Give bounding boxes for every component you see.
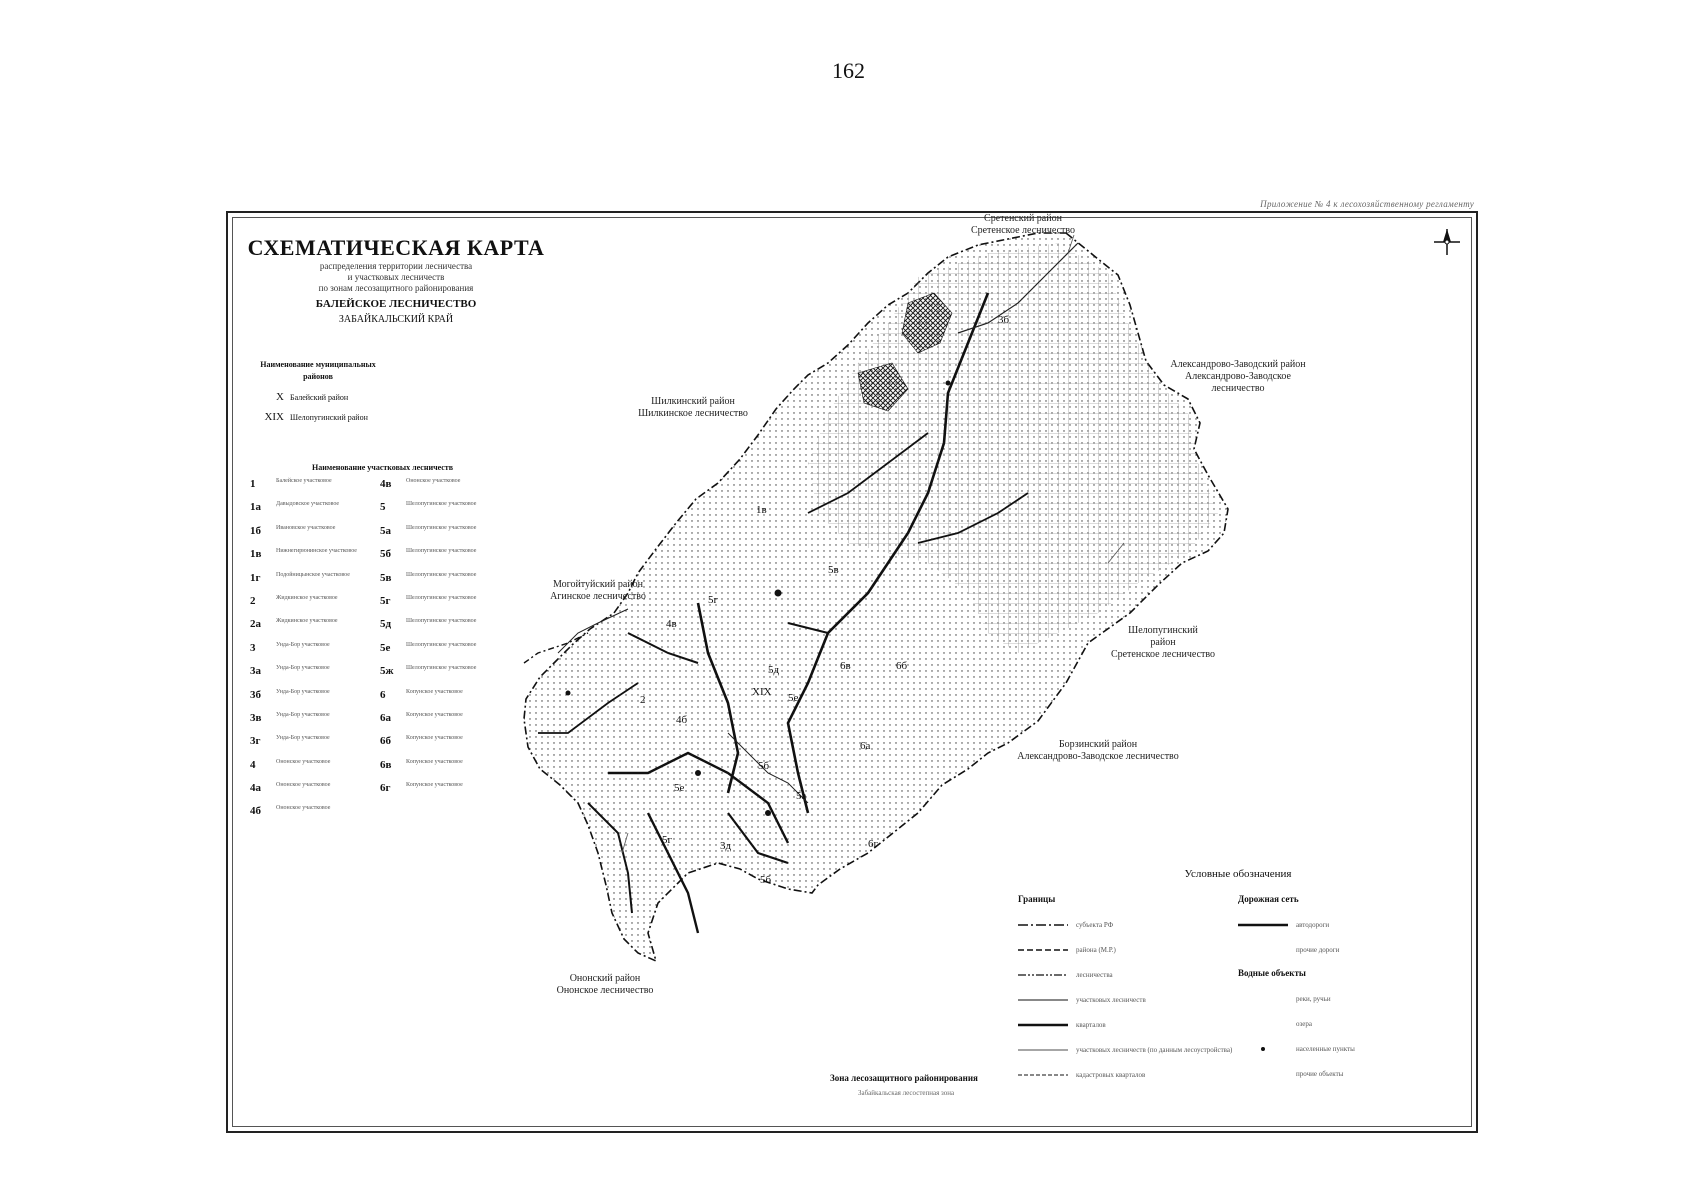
unit-label: 6г <box>868 838 879 850</box>
zone-label: Зона лесозащитного районирования <box>830 1073 978 1083</box>
legend-item <box>1018 912 1238 937</box>
region-name: ЗАБАЙКАЛЬСКИЙ КРАЙ <box>338 314 454 325</box>
uchastok-code: 5б <box>380 548 391 561</box>
legend-item <box>1238 1036 1458 1061</box>
unit-label: 5е <box>788 692 799 704</box>
uchastok-name: Унда-Бор участковое <box>276 735 330 742</box>
map-subtitle-1: распределения территории лесничества <box>319 261 473 271</box>
neighbor-name: Сретенский район <box>984 213 1062 224</box>
legend-label: участковых лесничеств (по данным лесоустройства) <box>1076 1045 1233 1054</box>
uchastok-name: Жидкинское участковое <box>276 618 338 625</box>
uchastok-code: 5е <box>380 641 391 654</box>
neighbor-name: Борзинский район <box>1058 739 1138 750</box>
appendix-note: Приложение № 4 к лесохозяйственному регламенту <box>1260 199 1474 209</box>
neighbor-forestry: Сретенское лесничество <box>970 225 1076 236</box>
uchastok-code: 6а <box>380 711 391 724</box>
uchastok-code: 2 <box>250 594 256 607</box>
neighbor-name: Александрово-Заводский район <box>1170 359 1306 370</box>
legend-item <box>1018 937 1238 962</box>
zone-sub: Забайкальская лесостепная зона <box>858 1089 955 1097</box>
unit-label: 2 <box>640 694 646 706</box>
legend-symbol <box>1018 995 1068 1005</box>
municipal-code: XIX <box>264 411 284 423</box>
uchastok-name: Шелопугинское участковое <box>406 594 477 601</box>
legend-item <box>1018 1062 1238 1087</box>
neighbor-forestry: лесничество <box>1211 383 1265 394</box>
legend-symbol <box>1238 1069 1288 1079</box>
uchastok-name: Копунское участковое <box>406 711 463 718</box>
uchastok-name: Шелопугинское участковое <box>406 524 477 531</box>
legend-label: реки, ручьи <box>1296 994 1331 1003</box>
uchastok-name: Ононское участковое <box>406 478 461 484</box>
uchastok-name: Ивановское участковое <box>276 524 336 531</box>
unit-label: 6б <box>896 660 908 672</box>
municipal-name: Балейский район <box>290 392 349 402</box>
uchastok-code: 5 <box>380 501 386 514</box>
uchastok-code: 3 <box>250 641 256 654</box>
legend-symbol <box>1018 1070 1068 1080</box>
neighbor-forestry: Шилкинское лесничество <box>638 408 748 419</box>
legend-boundaries <box>1018 894 1238 1087</box>
uchastok-code: 4а <box>250 782 261 795</box>
unit-label: 5в <box>828 564 839 576</box>
unit-label: 5а <box>796 790 807 802</box>
uchastok-name: Ононское участковое <box>276 782 331 789</box>
legend-label: озера <box>1296 1019 1312 1028</box>
legend-label: населенные пункты <box>1296 1044 1355 1053</box>
neighbor-alexandrovo-ne <box>1148 359 1328 395</box>
unit-label: 3д <box>720 840 732 852</box>
legend <box>1018 868 1458 1087</box>
legend-symbol <box>1238 994 1288 1004</box>
legend-label: автодороги <box>1296 920 1330 929</box>
map-subtitle-2: и участковых лесничеств <box>347 272 445 282</box>
legend-item <box>1238 937 1458 962</box>
neighbor-shilkinsky <box>603 396 783 420</box>
uchastok-name: Шелопугинское участковое <box>406 571 477 578</box>
municipal-code: X <box>276 391 284 403</box>
uchastok-name: Унда-Бор участковое <box>276 711 330 718</box>
uchastok-name: Шелопугинское участковое <box>406 501 477 508</box>
neighbor-borzinsky <box>988 739 1208 763</box>
legend-symbol <box>1018 970 1068 980</box>
uchastok-name: Ононское участковое <box>276 758 331 765</box>
unit-label: 3б <box>998 314 1010 326</box>
municipal-heading: Наименование муниципальных районов <box>260 360 376 381</box>
legend-symbol <box>1018 1020 1068 1030</box>
uchastok-code: 6б <box>380 735 391 748</box>
uchastok-name: Давыдовское участковое <box>276 501 340 508</box>
settlement-marker <box>566 691 571 696</box>
uchastok-name: Копунское участковое <box>406 688 463 695</box>
uchastok-code: 2а <box>250 618 261 631</box>
legend-roads-water <box>1238 894 1458 1087</box>
settlement-marker <box>695 770 701 776</box>
settlement-marker <box>765 810 771 816</box>
neighbor-name: Ононский район <box>569 973 641 984</box>
forestry-name: БАЛЕЙСКОЕ ЛЕСНИЧЕСТВО <box>315 298 477 310</box>
uchastok-name: Унда-Бор участковое <box>276 641 330 648</box>
legend-heading: Водные объекты <box>1238 968 1306 978</box>
municipal-name: Шелопугинский район <box>290 412 368 422</box>
uchastok-name: Копунское участковое <box>406 782 463 789</box>
legend-item <box>1018 987 1238 1012</box>
neighbor-sretensky-north <box>933 213 1113 237</box>
map-title: СХЕМАТИЧЕСКАЯ КАРТА <box>247 235 545 260</box>
neighbor-forestry: Александрово-Заводское лесничество <box>1017 751 1179 762</box>
settlement-marker <box>946 381 951 386</box>
legend-heading: Границы <box>1018 894 1056 904</box>
unit-label: 5б <box>758 760 770 772</box>
uchastok-code: 4б <box>250 805 261 818</box>
legend-symbol <box>1238 1019 1288 1029</box>
unit-label: 4в <box>666 618 677 630</box>
uchastok-code: 3г <box>250 735 261 748</box>
uchastok-code: 4в <box>380 478 392 490</box>
uchastok-code: 1а <box>250 501 261 514</box>
legend-item <box>1238 986 1458 1011</box>
unit-label: 5д <box>768 664 780 676</box>
legend-symbol <box>1018 920 1068 930</box>
uchastok-name: Шелопугинское участковое <box>406 641 477 648</box>
unit-label: 6в <box>840 660 851 672</box>
uchastok-name: Нижнегирюнинское участковое <box>276 548 357 555</box>
uchastok-name: Подойницынское участковое <box>276 571 350 578</box>
legend-item <box>1238 1011 1458 1036</box>
legend-label: кадастровых кварталов <box>1076 1070 1146 1079</box>
uchastok-code: 1в <box>250 548 262 561</box>
neighbor-name: Могойтуйский район <box>552 579 644 590</box>
uchastok-code: 5д <box>380 618 392 631</box>
legend-item <box>1238 912 1458 937</box>
neighbor-forestry: Ононское лесничество <box>556 985 654 996</box>
neighbor-forestry: Сретенское лесничество <box>1110 649 1216 660</box>
legend-item <box>1018 962 1238 987</box>
legend-item <box>1238 1061 1458 1086</box>
neighbor-ononsky <box>540 973 670 997</box>
uchastok-name: Унда-Бор участковое <box>276 665 330 672</box>
uchastok-name: Балейское участковое <box>276 478 332 484</box>
uchastok-name: Ононское участковое <box>276 805 331 812</box>
legend-label: лесничества <box>1076 970 1113 979</box>
uchastok-code: 6 <box>380 688 386 701</box>
legend-label: субъекта РФ <box>1076 920 1114 929</box>
neighbor-forestry: Александрово-Заводское <box>1185 371 1291 382</box>
uchastok-code: 5ж <box>380 665 394 678</box>
uchastok-name: Жидкинское участковое <box>276 594 338 601</box>
neighbor-name: район <box>1150 637 1176 648</box>
legend-title: Условные обозначения <box>1184 868 1292 880</box>
uchastok-name: Копунское участковое <box>406 758 463 765</box>
uchastok-code: 1 <box>250 478 256 490</box>
unit-label: 5г <box>662 834 673 846</box>
uchastok-code: 5а <box>380 524 391 537</box>
unit-label: 4б <box>676 714 688 726</box>
uchastok-name: Копунское участковое <box>406 735 463 742</box>
unit-label: 5г <box>708 594 719 606</box>
unit-label: 5е <box>674 782 685 794</box>
legend-label: прочие дороги <box>1296 945 1340 954</box>
legend-heading: Дорожная сеть <box>1238 894 1299 904</box>
uchastok-code: 6г <box>380 782 391 795</box>
legend-symbol <box>1018 945 1068 955</box>
legend-symbol <box>1238 920 1288 930</box>
legend-label: района (М.Р.) <box>1076 945 1116 954</box>
uchastok-code: 6в <box>380 758 392 771</box>
uchastok-code: 3б <box>250 688 261 701</box>
unit-label: XIX <box>752 686 772 698</box>
uchastok-code: 4 <box>250 758 256 771</box>
legend-label: кварталов <box>1076 1020 1106 1029</box>
map-subtitle-3: по зонам лесозащитного районирования <box>318 283 474 293</box>
uchastok-name: Унда-Бор участковое <box>276 688 330 695</box>
uchastok-name: Шелопугинское участковое <box>406 665 477 672</box>
legend-label: участковых лесничеств <box>1076 995 1146 1004</box>
neighbor-name: Шелопугинский <box>1128 625 1198 636</box>
uchastok-code: 1б <box>250 524 261 537</box>
uchastok-code: 1г <box>250 571 261 584</box>
legend-label: прочие объекты <box>1296 1069 1344 1078</box>
legend-symbol <box>1018 1045 1068 1055</box>
legend-item <box>1018 1037 1238 1062</box>
neighbor-mogoytuysky <box>528 579 668 603</box>
unit-label: 6а <box>860 740 871 752</box>
map-frame <box>226 199 1478 1133</box>
uchastok-name: Шелопугинское участковое <box>406 618 477 625</box>
unit-label: 1в <box>756 504 767 516</box>
uchastok-heading: Наименование участковых лесничеств <box>311 463 454 472</box>
uchastok-code: 5в <box>380 571 392 584</box>
page-number: 162 <box>832 58 865 83</box>
legend-symbol <box>1238 945 1288 955</box>
neighbor-name: Шилкинский район <box>651 396 735 407</box>
neighbor-shelopuginsky <box>1093 625 1233 661</box>
legend-symbol <box>1238 1044 1288 1054</box>
uchastok-name: Шелопугинское участковое <box>406 548 477 555</box>
uchastok-code: 5г <box>380 594 391 607</box>
legend-item <box>1018 1012 1238 1037</box>
uchastok-code: 3в <box>250 711 262 724</box>
settlement-marker <box>775 590 782 597</box>
uchastok-code: 3а <box>250 665 261 678</box>
neighbor-forestry: Агинское лесничество <box>550 591 646 602</box>
unit-label: 5б <box>760 874 772 886</box>
